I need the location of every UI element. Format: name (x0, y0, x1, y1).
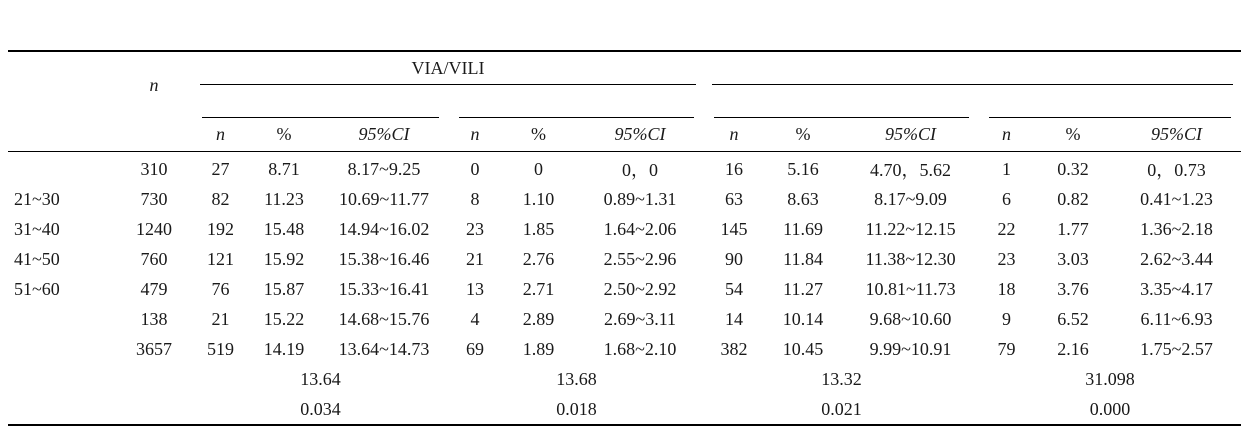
table-cell: 4.70，5.62 (870, 160, 952, 180)
table-cell: 79 (997, 338, 1016, 359)
table-cell: 8.63 (787, 188, 819, 209)
group-header-via-vili: VIA/VILI (192, 51, 704, 85)
table-cell: 54 (725, 278, 744, 299)
table-cell: 76 (211, 278, 230, 299)
table-cell: 6.11~6.93 (1140, 308, 1213, 329)
table-cell: 69 (466, 338, 484, 359)
table-cell: 16 (725, 158, 744, 179)
age-group-cell (8, 304, 116, 334)
table-cell: 1.68~2.10 (603, 338, 677, 359)
table-cell: 2.50~2.92 (603, 278, 677, 299)
table-cell: 10.14 (782, 308, 824, 329)
sample-size-cell: 730 (140, 188, 168, 209)
table-cell: 9.99~10.91 (869, 338, 952, 359)
n-header: n (149, 74, 159, 95)
stat-value: 0.018 (556, 398, 597, 419)
table-cell: 14.94~16.02 (338, 218, 430, 239)
stat-value: 13.32 (821, 368, 862, 389)
table-cell: 13 (466, 278, 484, 299)
age-group-cell: 31~40 (14, 218, 60, 239)
col-header-pct: % (501, 118, 576, 152)
table-cell: 2.69~3.11 (603, 308, 677, 329)
col-header-n: n (192, 118, 249, 152)
age-group-cell (8, 334, 116, 364)
table-cell: 22 (997, 218, 1016, 239)
subgroup-header-positive (192, 85, 449, 118)
age-header (8, 51, 116, 118)
table-cell: 5.16 (787, 158, 819, 179)
table-cell: 1.36~2.18 (1140, 218, 1213, 239)
table-cell: 9.68~10.60 (869, 308, 952, 329)
stat-value: 0.021 (821, 398, 862, 419)
age-group-cell: 51~60 (14, 278, 60, 299)
table-cell: 23 (466, 218, 484, 239)
table-cell: 15.38~16.46 (338, 248, 430, 269)
table-cell: 0 (534, 158, 543, 179)
stat-row (8, 394, 1241, 425)
table-cell: 8 (470, 188, 480, 209)
col-header-pct: % (1034, 118, 1112, 152)
stat-row (8, 364, 1241, 394)
table-row (8, 184, 1241, 214)
table-cell: 1.10 (522, 188, 555, 209)
col-header-n: n (979, 118, 1034, 152)
col-header-n: n (704, 118, 764, 152)
subgroup-header-cin2 (979, 85, 1241, 118)
table-cell: 1.89 (522, 338, 555, 359)
table-cell: 14.68~15.76 (338, 308, 430, 329)
stat-value: 0.034 (300, 398, 341, 419)
stat-value: 13.64 (300, 368, 341, 389)
table-cell: 15.48 (263, 218, 305, 239)
table-cell: 519 (207, 338, 234, 359)
stat-value: 0.000 (1089, 398, 1131, 419)
table-cell: 11.23 (264, 188, 304, 209)
col-header-ci: 95%CI (576, 118, 704, 152)
sample-size-cell: 1240 (136, 218, 172, 239)
col-header-n: n (449, 118, 501, 152)
table-cell: 15.92 (263, 248, 305, 269)
stats-body (8, 364, 1241, 425)
table-row (8, 244, 1241, 274)
header-row-groups (8, 51, 1241, 85)
age-group-cell (8, 152, 116, 185)
table-cell: 2.89 (522, 308, 555, 329)
table-cell: 18 (997, 278, 1016, 299)
table-cell: 121 (207, 248, 234, 269)
table-cell: 23 (997, 248, 1016, 269)
table-row (8, 334, 1241, 364)
table-cell: 0，0 (622, 160, 659, 180)
table-cell: 15.87 (263, 278, 305, 299)
table-cell: 3.35~4.17 (1140, 278, 1213, 299)
subgroup-header-cin2 (449, 85, 704, 118)
sample-size-cell: 310 (140, 158, 168, 179)
table-cell: 1.75~2.57 (1140, 338, 1213, 359)
table-cell: 14.19 (263, 338, 305, 359)
group-header-biopsy (704, 51, 1241, 85)
table-cell: 145 (720, 218, 748, 239)
table-cell: 0，0.73 (1147, 160, 1206, 180)
table-row (8, 274, 1241, 304)
table-cell: 3.76 (1057, 278, 1089, 299)
table-cell: 1.85 (522, 218, 555, 239)
table-cell: 13.64~14.73 (338, 338, 430, 359)
stat-label (8, 394, 116, 425)
table-cell: 6.52 (1057, 308, 1089, 329)
table-cell: 11.22~12.15 (865, 218, 956, 239)
table-cell: 382 (720, 338, 748, 359)
table-cell: 10.81~11.73 (865, 278, 956, 299)
age-group-cell: 41~50 (14, 248, 60, 269)
table-cell: 0.41~1.23 (1140, 188, 1213, 209)
sample-size-cell: 479 (140, 278, 168, 299)
stat-label (8, 364, 116, 394)
table-cell: 27 (211, 158, 230, 179)
table-cell: 11.27 (783, 278, 823, 299)
table-cell: 90 (725, 248, 744, 269)
sample-size-cell: 760 (140, 248, 168, 269)
table-cell: 10.45 (782, 338, 824, 359)
table-cell: 4 (470, 308, 480, 329)
table-cell: 2.62~3.44 (1140, 248, 1213, 269)
table-cell: 6 (1002, 188, 1012, 209)
table-cell: 2.71 (522, 278, 555, 299)
subgroup-header-positive (704, 85, 979, 118)
stat-value: 13.68 (556, 368, 597, 389)
table-cell: 0 (470, 158, 480, 179)
table-row (8, 214, 1241, 244)
stat-value: 31.098 (1085, 368, 1135, 389)
table-cell: 10.69~11.77 (338, 188, 430, 209)
table-cell: 0.32 (1057, 158, 1089, 179)
table-cell: 21 (211, 308, 230, 329)
age-group-cell: 21~30 (14, 188, 60, 209)
table-cell: 82 (211, 188, 230, 209)
col-header-ci: 95%CI (842, 118, 979, 152)
table-cell: 14 (725, 308, 744, 329)
table-cell: 8.71 (268, 158, 300, 179)
table-cell: 2.16 (1057, 338, 1089, 359)
table-cell: 8.17~9.09 (874, 188, 947, 209)
table-cell: 2.55~2.96 (603, 248, 677, 269)
results-table (8, 50, 1241, 426)
table-cell: 15.22 (263, 308, 305, 329)
table-row (8, 304, 1241, 334)
table-cell: 8.17~9.25 (347, 158, 421, 179)
table-cell: 1.64~2.06 (603, 218, 677, 239)
table-cell: 0.89~1.31 (603, 188, 677, 209)
col-header-ci: 95%CI (1112, 118, 1241, 152)
table-row (8, 152, 1241, 185)
table-cell: 11.38~12.30 (865, 248, 956, 269)
table-cell: 11.69 (783, 218, 823, 239)
col-header-pct: % (764, 118, 842, 152)
table-cell: 21 (466, 248, 484, 269)
table-cell: 1 (1002, 158, 1012, 179)
table-cell: 1.77 (1057, 218, 1089, 239)
table-cell: 63 (725, 188, 744, 209)
table-cell: 9 (1002, 308, 1012, 329)
sample-size-cell: 138 (140, 308, 168, 329)
table-cell: 2.76 (522, 248, 555, 269)
table-cell: 3.03 (1057, 248, 1089, 269)
header-row-subgroups (8, 85, 1241, 118)
table-cell: 192 (207, 218, 234, 239)
table-body (8, 152, 1241, 365)
sample-size-cell: 3657 (136, 338, 172, 359)
table-cell: 0.82 (1057, 188, 1089, 209)
header-row-columns (8, 118, 1241, 152)
table-cell: 11.84 (783, 248, 823, 269)
table-caption (0, 14, 1250, 34)
table-cell: 15.33~16.41 (338, 278, 430, 299)
col-header-ci: 95%CI (319, 118, 449, 152)
col-header-pct: % (249, 118, 319, 152)
